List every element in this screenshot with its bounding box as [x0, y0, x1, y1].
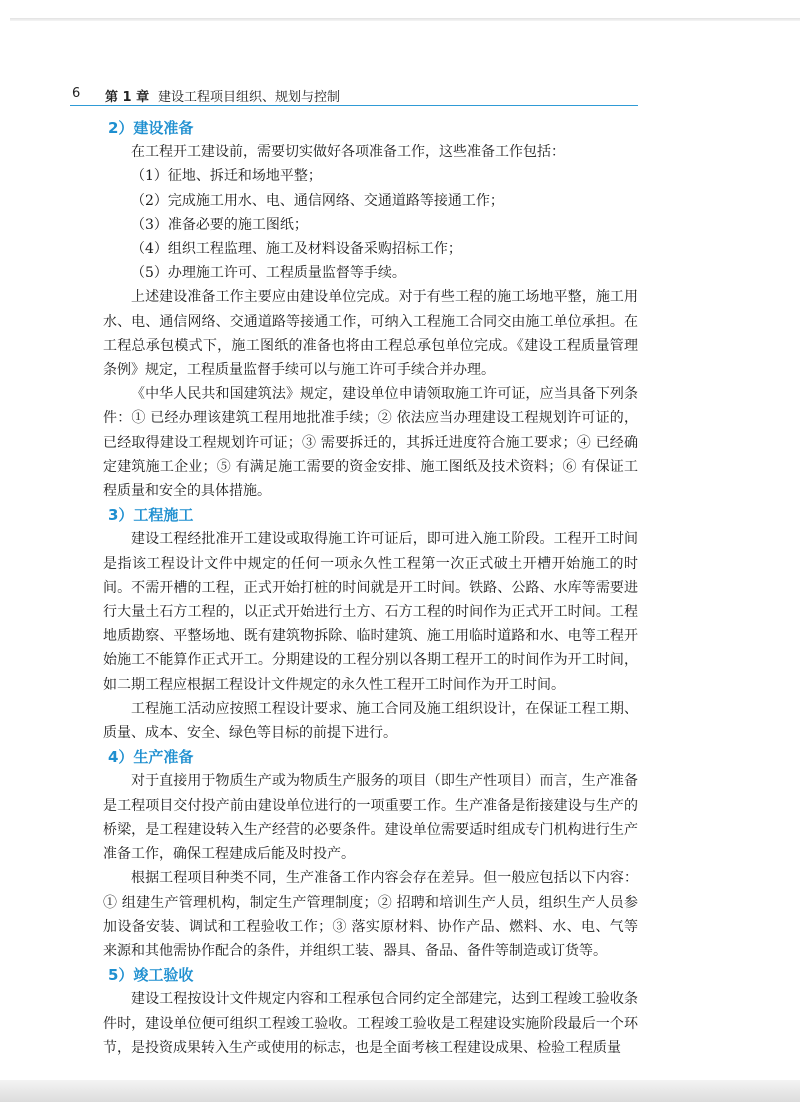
paragraph: 建设工程经批准开工建设或取得施工许可证后，即可进入施工阶段。工程开工时间是指该工程设计文件中规定的任何一项永久性工程第一次正式破土开槽开始施工的时间。不需开槽的工程，正式开始打桩的时间就是开工时间。铁路、公路、水库等需要进行大量土石方工程的，以正式开始进行土方、石方工程的时间作为正式开工时间。工程地质勘察、平整场地、既有建筑物拆除、临时建筑、施工用临时道路和水、电等工程开始施工不能算作正式开工。分期建设的工程分别以各期工程开工的时间作为开工时间，如二期工程应根据工程设计文件规定的永久性工程开工时间作为开工时间。: [103, 531, 638, 693]
list-item: （1）征地、拆迁和场地平整；: [131, 168, 322, 185]
section-heading-completion-acceptance: 5）竣工验收: [108, 966, 194, 985]
section-heading-construction-preparation: 2）建设准备: [108, 119, 194, 137]
page-number: 6: [72, 86, 81, 101]
page-body: [103, 116, 638, 1060]
header-rule: [70, 105, 638, 106]
list-item: （5）办理施工许可、工程质量监督等手续。: [131, 265, 406, 282]
paragraph: 根据工程项目种类不同，生产准备工作内容会存在差异。但一般应包括以下内容：① 组建生产管理机构，制定生产管理制度；② 招聘和培训生产人员，组织生产人员参加设备安装、调试和工程验收工作；③ 落实原材料、协作产品、燃料、水、电、气等来源和其他需协作配合的条件，并组织工装、器具、备品、备件等制造或订货等。: [103, 870, 638, 959]
paragraph: 上述建设准备工作主要应由建设单位完成。对于有些工程的施工场地平整，施工用水、电、通信网络、交通道路等接通工作，可纳入工程施工合同交由施工单位承担。在工程总承包模式下，施工图纸的准备也将由工程总承包单位完成。《建设工程质量管理条例》规定，工程质量监督手续可以与施工许可手续合并办理。: [103, 289, 638, 379]
chapter-label: 第 1 章: [105, 90, 150, 105]
page-bottom-edge: [0, 1080, 800, 1102]
list-item: （2）完成施工用水、电、通信网络、交通道路等接通工作；: [131, 192, 504, 209]
paragraph: 工程施工活动应按照工程设计要求、施工合同及施工组织设计，在保证工程工期、质量、成本、安全、绿色等目标的前提下进行。: [103, 700, 638, 742]
paragraph: 对于直接用于物质生产或为物质生产服务的项目（即生产性项目）而言，生产准备是工程项目交付投产前由建设单位进行的一项重要工作。生产准备是衔接建设与生产的桥梁，是工程建设转入生产经营的必要条件。建设单位需要适时组成专门机构进行生产准备工作，确保工程建成后能及时投产。: [103, 773, 638, 863]
paragraph: 《中华人民共和国建筑法》规定，建设单位申请领取施工许可证，应当具备下列条件：① 已经办理该建筑工程用地批准手续；② 依法应当办理建设工程规划许可证的，已经取得建设工程规划许可证；③ 需要拆迁的，其拆迁进度符合施工要求；④ 已经确定建筑施工企业；⑤ 有满足施工需要的资金安排、施工图纸及技术资料；⑥ 有保证工程质量和安全的具体措施。: [103, 386, 638, 500]
list-item: （3）准备必要的施工图纸；: [131, 216, 308, 233]
page-top-edge: [10, 18, 800, 21]
section-heading-production-preparation: 4）生产准备: [108, 748, 194, 767]
list-item: （4）组织工程监理、施工及材料设备采购招标工作；: [131, 241, 462, 258]
paragraph: 在工程开工建设前，需要切实做好各项准备工作，这些准备工作包括：: [131, 144, 565, 161]
section-heading-construction: 3）工程施工: [108, 506, 194, 525]
paragraph: 建设工程按设计文件规定内容和工程承包合同约定全部建完，达到工程竣工验收条件时，建设单位便可组织工程竣工验收。工程竣工验收是工程建设实施阶段最后一个环节，是投资成果转入生产或使用的标志，也是全面考核工程建设成果、检验工程质量: [103, 991, 638, 1056]
chapter-title: 建设工程项目组织、规划与控制: [158, 90, 341, 105]
